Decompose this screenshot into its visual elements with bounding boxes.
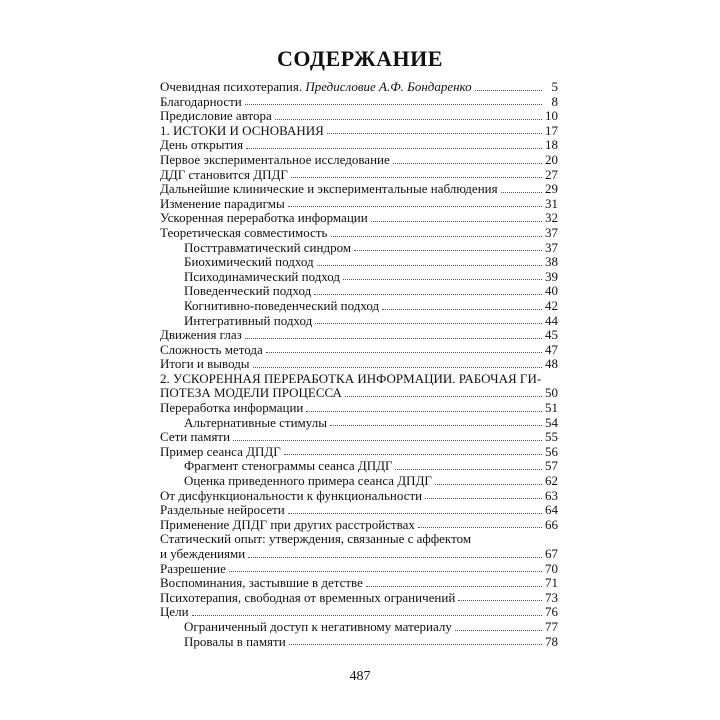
- dot-leader: [314, 294, 542, 295]
- toc-entry-title: Разрешение: [160, 560, 226, 576]
- dot-leader: [306, 411, 542, 412]
- toc-entry-page: 73: [545, 589, 558, 605]
- toc-entry-title: Переработка информации: [160, 400, 304, 416]
- toc-entry-title: Психодинамический подход: [184, 268, 341, 284]
- toc-entry-page: 44: [545, 312, 558, 328]
- dot-leader: [266, 352, 542, 353]
- dot-leader: [371, 221, 542, 222]
- toc-entry-page: 5: [551, 79, 558, 94]
- dot-leader: [289, 644, 542, 645]
- toc-entry-title: Когнитивно-поведенческий подход: [184, 297, 380, 313]
- dot-leader: [345, 396, 542, 397]
- toc-entry: [160, 474, 558, 489]
- toc-entry: [160, 211, 558, 226]
- dot-leader: [343, 279, 542, 280]
- toc-entry: [160, 532, 558, 547]
- toc-entry-italic-title: Предисловие А.Ф. Бондаренко: [305, 79, 472, 94]
- toc-entry-page: 76: [545, 604, 558, 620]
- dot-leader: [395, 469, 542, 470]
- toc-entry-title: От дисфункциональности к функциональности: [160, 487, 423, 503]
- toc-entry: [160, 153, 558, 168]
- toc-entry: [160, 95, 558, 110]
- toc-entry: [160, 503, 558, 518]
- toc-entry-title: Изменение парадигмы: [160, 195, 285, 211]
- toc-entry-page: 78: [545, 633, 558, 649]
- toc-entry: [160, 547, 558, 562]
- toc-entry-page: 32: [545, 210, 558, 226]
- toc-entry: [160, 401, 558, 416]
- toc-entry: [160, 124, 558, 139]
- toc-entry-title: Благодарности: [160, 93, 242, 109]
- toc-entry-title: Сети памяти: [160, 429, 231, 445]
- toc-entry-title: Психотерапия, свободная от временных ограничений: [160, 589, 456, 605]
- dot-leader: [248, 557, 542, 558]
- toc-entry-page: 37: [545, 224, 558, 240]
- toc-entry-page: 67: [545, 546, 558, 561]
- dot-leader: [382, 309, 542, 310]
- dot-leader: [366, 586, 542, 587]
- toc-entry: [160, 328, 558, 343]
- toc-entry-title: 1. ИСТОКИ И ОСНОВАНИЯ: [160, 122, 324, 138]
- toc-entry-page: 56: [545, 443, 558, 459]
- toc-entry: [160, 459, 558, 474]
- dot-leader: [291, 177, 542, 178]
- page-title: СОДЕРЖАНИЕ: [277, 46, 443, 71]
- toc-entry-page: 57: [545, 458, 558, 474]
- toc-entry: [160, 489, 558, 504]
- toc-entry-title: Биохимический подход: [184, 254, 314, 270]
- dot-leader: [192, 615, 542, 616]
- dot-leader: [245, 104, 542, 105]
- toc-entry-page: 42: [545, 297, 558, 313]
- toc-entry-title: 2. УСКОРЕННАЯ ПЕРЕРАБОТКА ИНФОРМАЦИИ. РАБОЧАЯ ГИ-: [160, 370, 542, 386]
- toc-entry-title: Дальнейшие клинические и экспериментальные наблюдения: [160, 181, 498, 197]
- toc-entry-title: Первое экспериментальное исследование: [160, 151, 390, 167]
- toc-entry-title: Итоги и выводы: [160, 356, 250, 372]
- toc-entry: [160, 270, 558, 285]
- toc-entry: [160, 591, 558, 606]
- toc-entry: [160, 372, 558, 387]
- toc-entry-page: 38: [545, 254, 558, 270]
- toc-entry-title: ДДГ становится ДПДГ: [160, 166, 288, 182]
- toc-entry-title: Очевидная психотерапия. Предисловие А.Ф. Бондаренко: [160, 79, 472, 94]
- toc-entry: [160, 314, 558, 329]
- dot-leader: [435, 484, 542, 485]
- toc-entry-page: 51: [545, 400, 558, 416]
- page-number: 487: [349, 669, 371, 684]
- toc-entry-page: 27: [545, 166, 558, 182]
- dot-leader: [458, 600, 542, 601]
- toc-entry-page: 71: [545, 575, 558, 591]
- toc-entry-page: 29: [545, 181, 558, 197]
- toc-entry-title: Интегративный подход: [184, 312, 313, 328]
- dot-leader: [418, 527, 542, 528]
- toc-entry: [160, 416, 558, 431]
- toc-entry-title: Посттравматический синдром: [184, 239, 352, 255]
- toc-entry-page: 17: [545, 122, 558, 138]
- toc-entry: [160, 226, 558, 241]
- toc-entry: [160, 357, 558, 372]
- dot-leader: [275, 119, 542, 120]
- toc-entry-page: 54: [545, 414, 558, 430]
- toc-entry-title: Воспоминания, застывшие в детстве: [160, 575, 363, 591]
- toc-entry: [160, 299, 558, 314]
- toc-entry-page: 8: [551, 93, 558, 109]
- toc-entry-title: Предисловие автора: [160, 108, 272, 124]
- toc-entry-page: 64: [545, 502, 558, 518]
- toc-entry-page: 40: [545, 283, 558, 299]
- toc-entry-title: ПОТЕЗА МОДЕЛИ ПРОЦЕССА: [160, 385, 342, 401]
- table-of-contents: [160, 80, 558, 649]
- toc-entry-title: Применение ДПДГ при других расстройствах: [160, 516, 415, 532]
- toc-entry: [160, 80, 558, 95]
- dot-leader: [284, 454, 542, 455]
- toc-entry-title: Раздельные нейросети: [160, 502, 285, 518]
- toc-entry-page: 70: [545, 560, 558, 576]
- toc-entry: [160, 109, 558, 124]
- dot-leader: [331, 236, 543, 237]
- toc-entry: [160, 562, 558, 577]
- dot-leader: [327, 133, 542, 134]
- toc-entry-title: Оценка приведенного примера сеанса ДПДГ: [184, 473, 432, 489]
- toc-entry-page: 50: [545, 385, 558, 401]
- toc-entry-page: 45: [545, 327, 558, 343]
- toc-entry-title: Сложность метода: [160, 341, 263, 357]
- toc-entry-title: Движения глаз: [160, 327, 242, 343]
- dot-leader: [288, 513, 542, 514]
- toc-entry: [160, 635, 558, 650]
- toc-entry-page: 31: [545, 195, 558, 211]
- toc-entry: [160, 518, 558, 533]
- dot-leader: [229, 571, 542, 572]
- toc-entry-title: Цели: [160, 604, 189, 620]
- toc-entry-page: 37: [545, 239, 558, 255]
- dot-leader: [253, 367, 542, 368]
- dot-leader: [288, 206, 542, 207]
- toc-entry-page: 18: [545, 137, 558, 153]
- toc-entry: [160, 386, 558, 401]
- toc-entry-title: Статический опыт: утверждения, связанные с аффектом: [160, 531, 472, 547]
- toc-entry: [160, 138, 558, 153]
- dot-leader: [425, 498, 542, 499]
- toc-entry-title: Теоретическая совместимость: [160, 224, 328, 240]
- toc-entry: [160, 284, 558, 299]
- dot-leader: [354, 250, 542, 251]
- toc-entry-title: Ограниченный доступ к негативному материалу: [184, 618, 452, 634]
- toc-entry-page: 55: [545, 429, 558, 445]
- dot-leader: [245, 338, 542, 339]
- toc-entry-page: 20: [545, 151, 558, 167]
- toc-entry-title: Фрагмент стенограммы сеанса ДПДГ: [184, 458, 393, 474]
- dot-leader: [455, 630, 542, 631]
- toc-entry: [160, 255, 558, 270]
- toc-entry: [160, 197, 558, 212]
- dot-leader: [233, 440, 542, 441]
- toc-entry: [160, 168, 558, 183]
- toc-entry-title: Альтернативные стимулы: [184, 414, 327, 430]
- toc-entry: [160, 241, 558, 256]
- dot-leader: [501, 192, 542, 193]
- toc-entry-title: и убеждениями: [160, 546, 246, 561]
- toc-entry-title: Провалы в памяти: [184, 633, 286, 649]
- toc-entry: [160, 605, 558, 620]
- toc-entry-page: 66: [545, 516, 558, 532]
- dot-leader: [315, 323, 542, 324]
- toc-entry: [160, 445, 558, 460]
- toc-entry-page: 63: [545, 487, 558, 503]
- toc-entry-page: 10: [545, 108, 558, 124]
- toc-entry: [160, 343, 558, 358]
- toc-entry-title: Ускоренная переработка информации: [160, 210, 368, 226]
- toc-entry-page: 77: [545, 618, 558, 634]
- dot-leader: [317, 265, 542, 266]
- dot-leader: [246, 148, 542, 149]
- dot-leader: [330, 425, 542, 426]
- toc-entry-title: Пример сеанса ДПДГ: [160, 443, 281, 459]
- toc-entry: [160, 182, 558, 197]
- toc-entry-title: День открытия: [160, 137, 244, 153]
- toc-entry-page: 48: [545, 356, 558, 372]
- toc-entry-page: 39: [545, 268, 558, 284]
- toc-entry-page: 62: [545, 473, 558, 489]
- dot-leader: [475, 90, 542, 91]
- toc-entry-title: Поведенческий подход: [184, 283, 312, 299]
- dot-leader: [393, 163, 542, 164]
- toc-entry: [160, 576, 558, 591]
- toc-entry: [160, 430, 558, 445]
- toc-entry: [160, 620, 558, 635]
- toc-entry-page: 47: [545, 341, 558, 357]
